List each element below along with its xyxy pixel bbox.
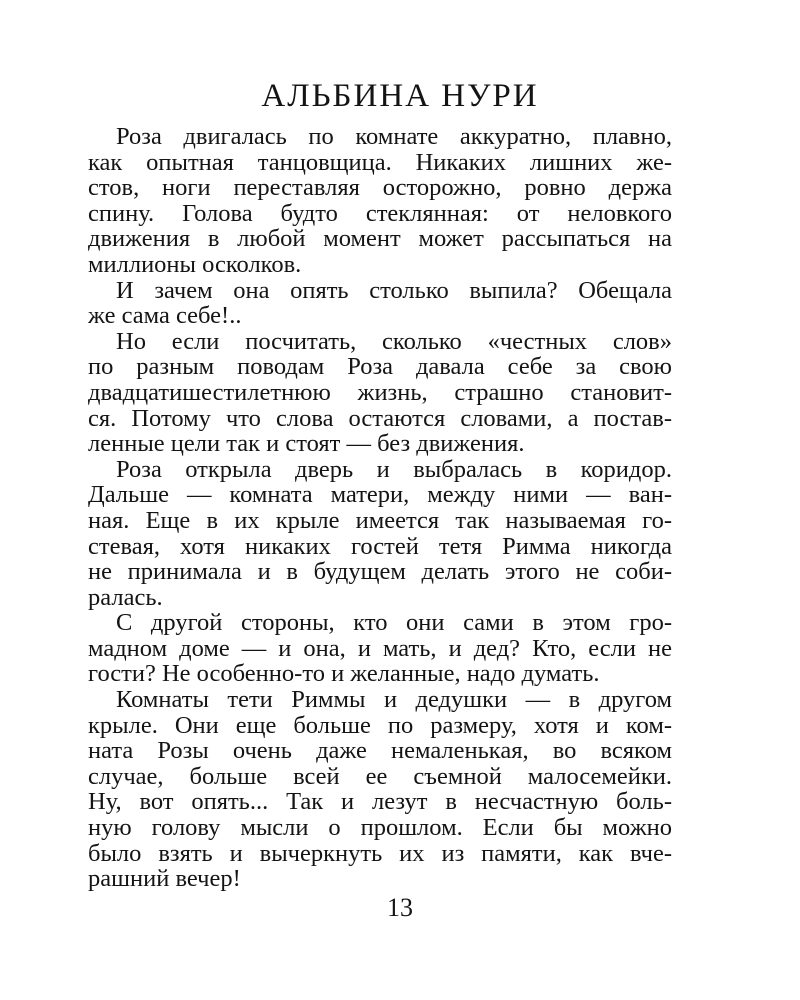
text-line: ралась. [88, 583, 163, 611]
text-line: не принимала и в будущем делать этого не соби- [88, 558, 672, 586]
text-line: Дальше — комната матери, между ними — ван- [88, 481, 672, 509]
text-line: рашний вечер! [88, 865, 241, 893]
text-line: стевая, хотя никаких гостей тетя Римма никогда [88, 532, 672, 560]
body-text [88, 124, 672, 892]
text-line: Комнаты тети Риммы и дедушки — в другом [116, 686, 672, 714]
text-line: по разным поводам Роза давала себе за свою [88, 353, 672, 381]
running-head: АЛЬБИНА НУРИ [261, 78, 539, 114]
text-line: как опытная танцовщица. Никаких лишних же- [88, 148, 672, 176]
text-line: ленные цели так и стоят — без движения. [88, 430, 525, 458]
text-line: С другой стороны, кто они сами в этом гро- [116, 609, 672, 637]
text-line: ная. Еще в их крыле имеется так называемая го- [88, 506, 672, 534]
text-line: же сама себе!.. [88, 302, 242, 330]
text-line: ную голову мысли о прошлом. Если бы можно [88, 814, 672, 842]
text-line: ната Розы очень даже немаленькая, во всяком [88, 737, 672, 765]
text-line: крыле. Они еще больше по размеру, хотя и ком- [88, 711, 672, 739]
text-line: спину. Голова будто стеклянная: от неловкого [88, 199, 672, 227]
text-line: было взять и вычеркнуть их из памяти, как вче- [88, 839, 672, 867]
text-line: ся. Потому что слова остаются словами, а постав- [88, 404, 672, 432]
text-line: Но если посчитать, сколько «честных слов» [116, 327, 672, 355]
text-line: движения в любой момент может рассыпаться на [88, 225, 672, 253]
text-line: Ну, вот опять... Так и лезут в несчастную боль- [88, 788, 672, 816]
text-line: Роза двигалась по комнате аккуратно, плавно, [116, 123, 672, 150]
text-line: двадцатишестилетнюю жизнь, страшно становит- [88, 378, 672, 406]
text-line: случае, больше всей ее съемной малосемейки. [88, 762, 672, 790]
text-line: гости? Не особенно-то и желанные, надо думать. [88, 660, 600, 688]
text-line: стов, ноги переставляя осторожно, ровно держа [88, 174, 672, 202]
text-line: И зачем она опять столько выпила? Обещала [116, 276, 672, 304]
text-line: Роза открыла дверь и выбралась в коридор. [116, 455, 672, 483]
page-number: 13 [387, 893, 413, 922]
text-line: мадном доме — и она, и мать, и дед? Кто, если не [88, 634, 672, 662]
text-line: миллионы осколков. [88, 250, 302, 278]
